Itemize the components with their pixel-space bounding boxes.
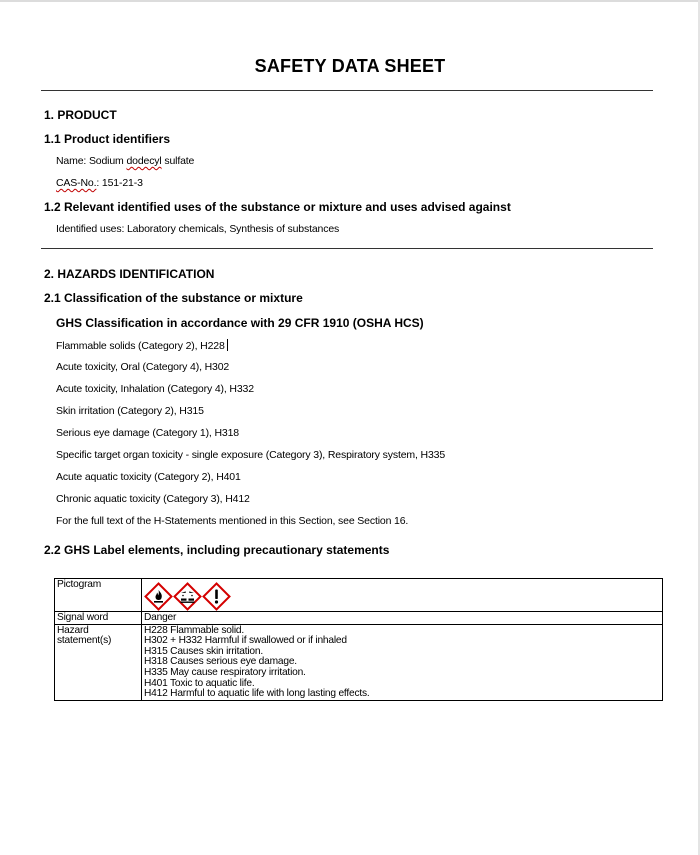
product-name-part3: sulfate	[161, 155, 195, 167]
signal-word-row	[55, 612, 663, 625]
classification-line[interactable]: Serious eye damage (Category 1), H318	[56, 427, 239, 439]
flame-icon	[144, 582, 173, 611]
pictogram-row	[55, 579, 663, 612]
section-2-1-heading: 2.1 Classification of the substance or mixture	[44, 291, 303, 305]
exclamation-icon	[202, 582, 231, 611]
product-name-line[interactable]	[56, 155, 194, 167]
section-1-divider	[41, 248, 653, 249]
hazard-statement: H401 Toxic to aquatic life.	[144, 677, 255, 689]
product-name-part1: Sodium	[88, 155, 127, 167]
section-1-1-heading: 1.1 Product identifiers	[44, 132, 171, 146]
window-top-border	[0, 0, 700, 2]
hazard-statement: H228 Flammable solid.	[144, 624, 244, 636]
hazard-statement: H318 Causes serious eye damage.	[144, 656, 297, 668]
classification-line[interactable]	[56, 339, 228, 352]
cas-value: : 151-21-3	[96, 177, 143, 189]
section-1-heading: 1. PRODUCT	[44, 108, 117, 122]
ghs-classification-heading: GHS Classification in accordance with 29 CFR 1910 (OSHA HCS)	[56, 316, 424, 330]
classification-note-line[interactable]: For the full text of the H-Statements mentioned in this Section, see Section 16.	[56, 515, 409, 527]
product-name-misspelled-word[interactable]: dodecyl	[126, 155, 162, 167]
classification-line[interactable]: Acute toxicity, Oral (Category 4), H302	[56, 361, 230, 373]
section-2-2-heading: 2.2 GHS Label elements, including precautionary statements	[44, 543, 390, 557]
section-2-heading: 2. HAZARDS IDENTIFICATION	[44, 267, 215, 281]
identified-uses-line[interactable]: Identified uses: Laboratory chemicals, Synthesis of substances	[56, 223, 340, 235]
hazard-statements-cell[interactable]	[142, 624, 663, 700]
classification-line[interactable]: Acute aquatic toxicity (Category 2), H401	[56, 471, 241, 483]
signal-word-label-cell[interactable]: Signal word	[55, 612, 142, 625]
pictogram-label-cell[interactable]: Pictogram	[55, 579, 142, 612]
hazard-statement: H335 May cause respiratory irritation.	[144, 666, 306, 678]
classification-line[interactable]: Skin irritation (Category 2), H315	[56, 405, 204, 417]
hazard-statement: H302 + H332 Harmful if swallowed or if inhaled	[144, 635, 347, 647]
classification-line[interactable]: Chronic aquatic toxicity (Category 3), H412	[56, 493, 250, 505]
hazard-statement: H412 Harmful to aquatic life with long lasting effects.	[144, 688, 370, 700]
hazard-statements-row	[55, 624, 663, 700]
pictogram-group	[144, 580, 660, 611]
cas-label[interactable]: CAS-No.	[56, 177, 97, 189]
corrosion-icon	[173, 582, 202, 611]
classification-line[interactable]: Acute toxicity, Inhalation (Category 4), H332	[56, 383, 254, 395]
hazard-statements-label-cell[interactable]	[55, 624, 142, 700]
classification-line[interactable]: Specific target organ toxicity - single exposure (Category 3), Respiratory system, H335	[56, 449, 446, 461]
cas-number-line[interactable]	[56, 177, 143, 189]
title-divider	[41, 90, 653, 91]
document-title: SAFETY DATA SHEET	[254, 56, 446, 76]
product-name-label: Name:	[56, 155, 89, 167]
classification-text: Flammable solids (Category 2), H228	[56, 340, 225, 352]
hazard-label-line: Hazard	[57, 624, 89, 636]
ghs-label-table	[54, 578, 663, 701]
hazard-statement: H315 Causes skin irritation.	[144, 645, 263, 657]
signal-word-value-cell[interactable]: Danger	[142, 612, 663, 625]
section-1-2-heading: 1.2 Relevant identified uses of the substance or mixture and uses advised against	[44, 200, 511, 214]
text-cursor	[227, 339, 228, 351]
pictogram-cell[interactable]	[142, 579, 663, 612]
hazard-label-line: statement(s)	[57, 635, 112, 647]
